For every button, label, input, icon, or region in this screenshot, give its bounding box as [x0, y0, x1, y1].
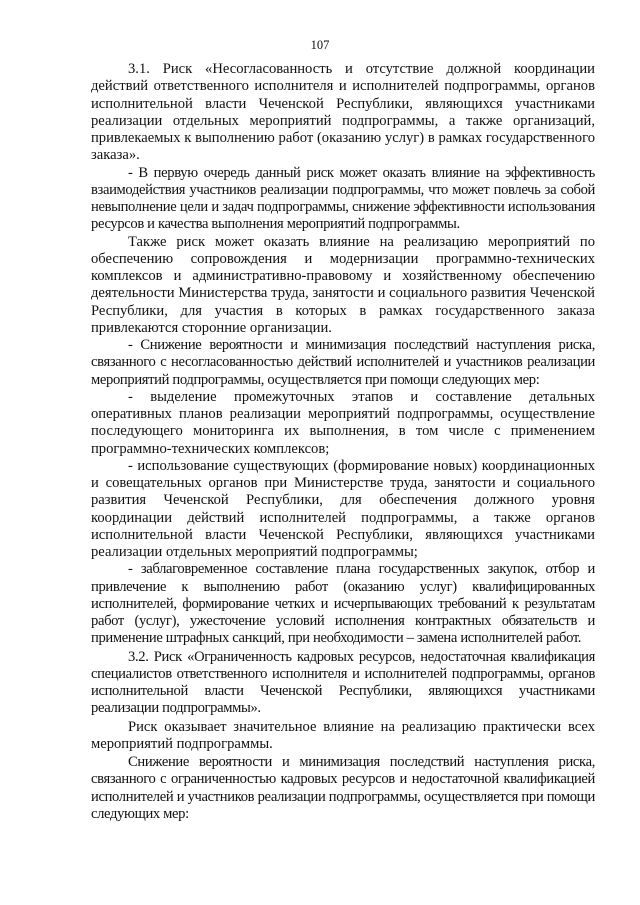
risk-3-1-mitigation-intro: - Снижение вероятности и минимизация последствий наступления риска, связанного с несогласованностью действий исполнителей и участников реализации мероприятий подпрограммы, осуществляется при помощи следующих мер: — [91, 337, 595, 388]
risk-3-2-heading: 3.2. Риск «Ограниченность кадровых ресурсов, недостаточная квалификация специалистов ответственного исполнителя и исполнителей подпрограммы, органов исполнительной власти Чеченской Республики, являющихся участниками реализации подпрограммы». — [91, 648, 595, 717]
mitigation-measure-2: - использование существующих (формирование новых) координационных и совещательных органов при Министерстве труда, занятости и социального развития Чеченской Республики, для обеспечения должного уровня координации действий исполнителей подпрограммы, а также органов исполнительной власти Чеченской Республики, являющихся участниками реализации отдельных мероприятий подпрограммы; — [91, 457, 595, 560]
mitigation-measure-3: - заблаговременное составление плана государственных закупок, отбор и привлечение к выполнению работ (оказанию услуг) квалифицированных исполнителей, формирование четких и исчерпывающих требований к результатам работ (услуг), ужесточение условий исполнения контрактных обязательств и применение штрафных санкций, при необходимости – замена исполнителей работ. — [91, 561, 595, 647]
page-number: 107 — [310, 38, 330, 52]
risk-3-2-mitigation-intro: Снижение вероятности и минимизация последствий наступления риска, связанного с ограниченностью кадровых ресурсов и недостаточной квалификацией исполнителей и участников реализации подпрограммы, осуществляется при помощи следующих мер: — [91, 754, 595, 822]
risk-3-1-heading: 3.1. Риск «Несогласованность и отсутствие должной координации действий ответственного исполнителя и исполнителей подпрограммы, органов исполнительной власти Чеченской Республики, являющихся участниками реализации отдельных мероприятий подпрограммы, а также организаций, привлекаемых к выполнению работ (оказанию услуг) в рамках государственного заказа». — [91, 61, 595, 164]
risk-3-1-additional-impact-paragraph: Также риск может оказать влияние на реализацию мероприятий по обеспечению сопровождения и модернизации программно-технических комплексов и административно-правовому и хозяйственному обеспечению деятельности Министерства труда, занятости и социального развития Чеченской Республики, для участия в которых в рамках государственного заказа привлекаются сторонние организации. — [91, 233, 595, 336]
mitigation-measure-1: - выделение промежуточных этапов и составление детальных оперативных планов реализации мероприятий подпрограммы, осуществление последующего мониторинга их выполнения, в том числе с применением программно-технических комплексов; — [91, 388, 595, 457]
risk-3-1-impact-paragraph: - В первую очередь данный риск может оказать влияние на эффективность взаимодействия участников реализации подпрограммы, что может повлечь за собой невыполнение цели и задач подпрограммы, снижение эффективности использования ресурсов и качества выполнения мероприятий подпрограммы. — [91, 164, 595, 233]
risk-3-2-impact-paragraph: Риск оказывает значительное влияние на реализацию практически всех мероприятий подпрограммы. — [91, 718, 595, 752]
document-body — [91, 61, 595, 823]
